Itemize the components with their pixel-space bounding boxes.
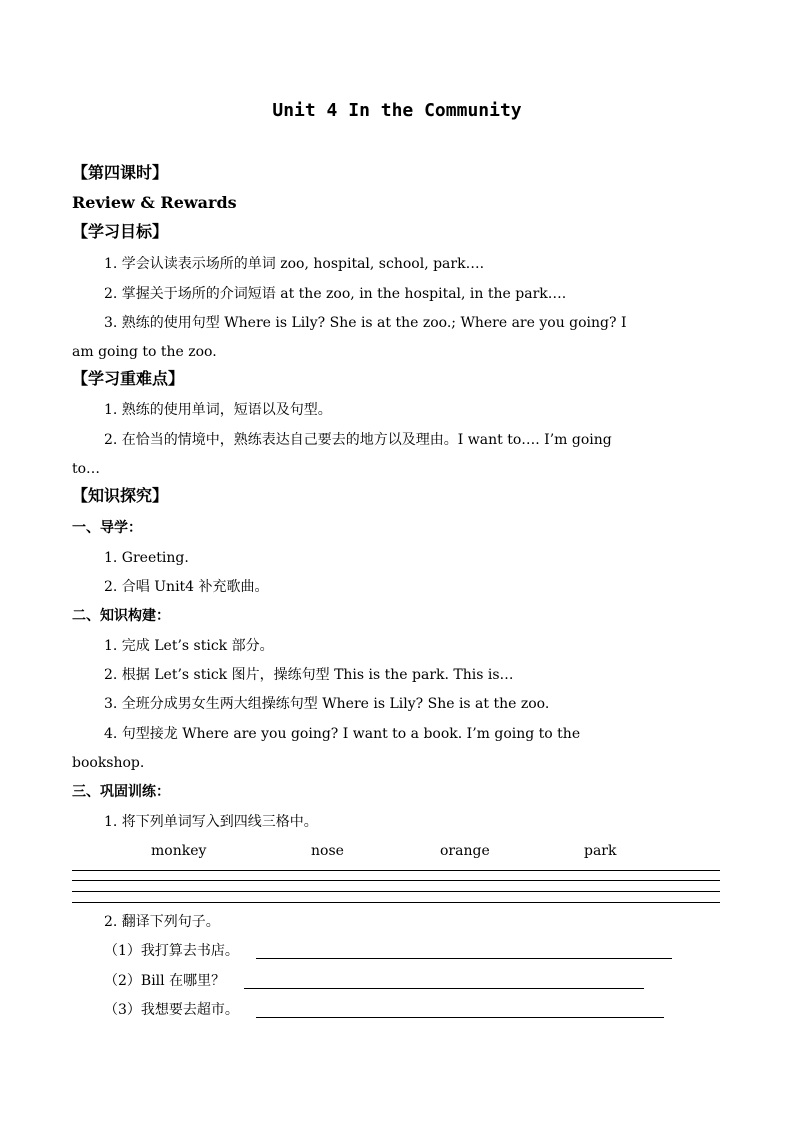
part2-item: 2. 根据 Let’s stick 图片，操练句型 This is the park. This is… [104, 667, 514, 683]
keypoints-heading: 【学习重难点】 [72, 369, 185, 388]
part2-heading: 二、知识构建： [72, 608, 170, 624]
keypoint-item: 1. 熟练的使用单词，短语以及句型。 [104, 402, 332, 418]
word-monkey: monkey [151, 843, 207, 859]
task2-instruction: 2. 翻译下列句子。 [104, 914, 220, 930]
word-orange: orange [440, 843, 490, 859]
part2-item: 4. 句型接龙 Where are you going? I want to a book. I’m going to the [104, 726, 581, 742]
objectives-heading: 【学习目标】 [72, 222, 169, 241]
objective-item: 1. 学会认读表示场所的单词 zoo, hospital, school, park…. [104, 256, 485, 272]
part1-item: 1. Greeting. [104, 550, 189, 566]
grid-line [72, 870, 720, 871]
objective-item: 3. 熟练的使用句型 Where is Lily? She is at the zoo.; Where are you going? I [104, 315, 627, 331]
sentence-3: （3）我想要去超市。 [104, 1002, 239, 1018]
sentence-2: （2）Bill 在哪里？ [104, 973, 226, 989]
part3-heading: 三、巩固训练： [72, 784, 170, 800]
part2-item-continued: bookshop. [72, 755, 145, 771]
page-title: Unit 4 In the Community [272, 100, 522, 121]
subtitle: Review & Rewards [72, 193, 237, 212]
objective-item: 2. 掌握关于场所的介词短语 at the zoo, in the hospital, in the park…. [104, 286, 567, 302]
answer-line-1[interactable] [256, 958, 672, 959]
answer-line-2[interactable] [244, 988, 644, 989]
word-nose: nose [311, 843, 344, 859]
objective-item-continued: am going to the zoo. [72, 344, 217, 360]
task1-instruction: 1. 将下列单词写入到四线三格中。 [104, 814, 318, 830]
part1-item: 2. 合唱 Unit4 补充歌曲。 [104, 579, 269, 595]
sentence-1: （1）我打算去书店。 [104, 943, 239, 959]
keypoint-item: 2. 在恰当的情境中，熟练表达自己要去的地方以及理由。I want to…. I’m going [104, 432, 612, 448]
lesson-heading: 【第四课时】 [72, 163, 169, 182]
grid-line [72, 880, 720, 881]
grid-line [72, 902, 720, 903]
explore-heading: 【知识探究】 [72, 486, 169, 505]
word-park: park [584, 843, 617, 859]
keypoint-item-continued: to… [72, 461, 101, 477]
part1-heading: 一、导学： [72, 520, 142, 536]
part2-item: 1. 完成 Let’s stick 部分。 [104, 638, 274, 654]
grid-line [72, 891, 720, 892]
answer-line-3[interactable] [256, 1017, 664, 1018]
part2-item: 3. 全班分成男女生两大组操练句型 Where is Lily? She is at the zoo. [104, 696, 550, 712]
